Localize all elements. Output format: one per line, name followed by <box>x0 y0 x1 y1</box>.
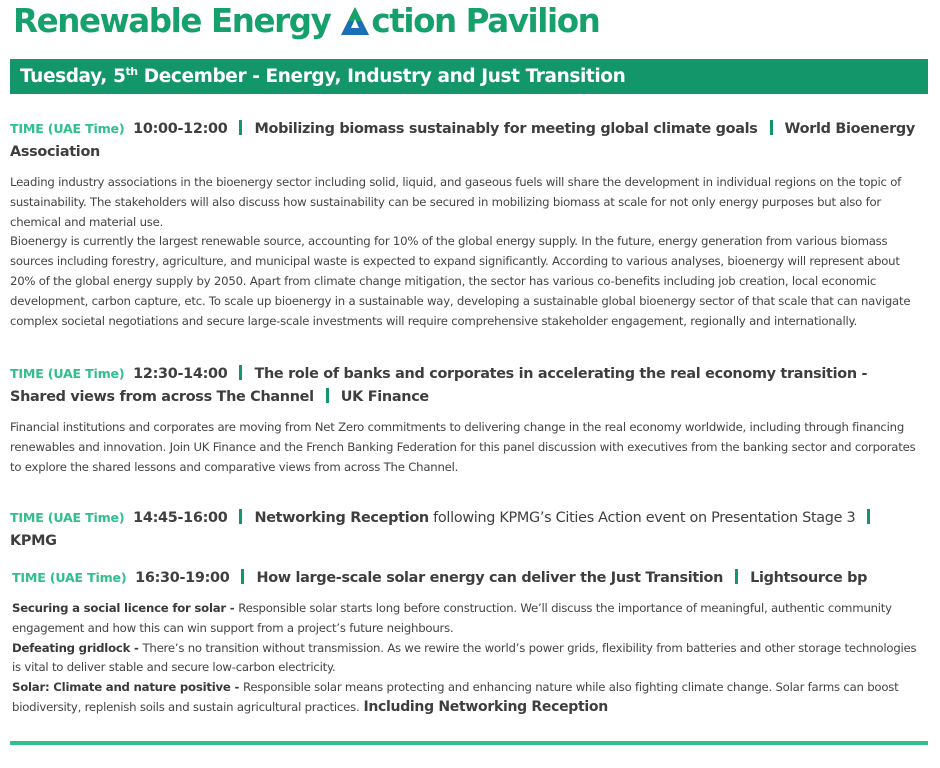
networking-reception-note: Including Networking Reception <box>363 698 608 715</box>
session-organizer: KPMG <box>10 533 57 549</box>
session-title-rest: following KPMG’s Cities Action event on Presentation Stage 3 <box>428 510 856 526</box>
session-2-description <box>10 418 922 477</box>
title-text-start: Renewable Energy <box>13 2 341 40</box>
divider-bar <box>239 365 242 380</box>
session-1-heading <box>10 117 922 164</box>
footer-divider <box>10 741 928 745</box>
session-organizer: World Bioenergy Association <box>10 121 915 160</box>
session-title-bold: Networking Reception <box>254 510 429 526</box>
banner-day-suffix: th <box>125 65 138 78</box>
description-item <box>12 678 924 718</box>
description-paragraph: Leading industry associations in the bioenergy sector including solid, liquid, and gaseous fuels will share the development in individual regions on the topic of sustainability. The stakeholders will also discuss how sustainability can be secured in mobilizing biomass at scale for not only energy purposes but also for chemical and material use. <box>10 175 902 229</box>
title-text-end: ction Pavilion <box>371 2 600 40</box>
session-organizer: Lightsource bp <box>750 570 868 586</box>
session-title: How large-scale solar energy can deliver the Just Transition <box>256 570 724 586</box>
session-4 <box>12 566 924 718</box>
pavilion-logo-a <box>340 6 370 36</box>
time-label: TIME (UAE Time) <box>10 510 125 525</box>
description-item <box>12 599 924 639</box>
item-lead: Solar: Climate and nature positive - <box>12 680 243 695</box>
session-time: 10:00-12:00 <box>133 121 228 137</box>
session-time: 12:30-14:00 <box>133 366 228 382</box>
session-time: 14:45-16:00 <box>133 510 228 526</box>
session-1 <box>10 117 922 331</box>
time-label: TIME (UAE Time) <box>12 570 127 585</box>
session-3 <box>10 506 922 553</box>
item-text: Responsible solar means protecting and enhancing nature while also fighting climate change. Solar farms can boost biodiversity, replenish soils and sustain agricultural practices. <box>12 680 899 714</box>
divider-bar <box>867 509 870 524</box>
divider-bar <box>239 509 242 524</box>
time-label: TIME (UAE Time) <box>10 121 125 136</box>
session-title: The role of banks and corporates in accelerating the real economy transition - Shared views from across The Channel <box>10 366 868 405</box>
item-text: Responsible solar starts long before construction. We’ll discuss the importance of meaningful, authentic community engagement and how this can win support from a project’s future neighbours. <box>12 601 892 635</box>
description-item <box>12 639 924 679</box>
divider-bar <box>770 120 773 135</box>
divider-bar <box>239 120 242 135</box>
day-banner <box>10 59 928 94</box>
time-label: TIME (UAE Time) <box>10 366 125 381</box>
session-title: Mobilizing biomass sustainably for meeting global climate goals <box>254 121 758 137</box>
description-paragraph: Financial institutions and corporates are moving from Net Zero commitments to delivering change in the real economy worldwide, including through financing renewables and innovation. Join UK Finance and the French Banking Federation for this panel discussion with executives from the banking sector and corporates to explore the shared lessons and comparative views from across The Channel. <box>10 420 916 474</box>
session-4-description <box>12 599 924 718</box>
banner-day: Tuesday, 5 <box>20 66 126 87</box>
logo-a-icon <box>340 6 370 36</box>
banner-theme: December - Energy, Industry and Just Transition <box>137 66 626 87</box>
session-time: 16:30-19:00 <box>135 570 230 586</box>
session-2-heading <box>10 362 922 409</box>
item-lead: Securing a social licence for solar - <box>12 601 239 615</box>
page-title <box>13 2 599 40</box>
divider-bar <box>735 569 738 584</box>
session-organizer: UK Finance <box>340 389 429 405</box>
session-3-heading <box>10 506 922 553</box>
divider-bar <box>241 569 244 584</box>
divider-bar <box>326 388 329 403</box>
item-text: There’s no transition without transmission. As we rewire the world’s power grids, flexibility from batteries and other storage technologies is vital to deliver stable and secure low-carbon electricity. <box>12 640 917 675</box>
session-2 <box>10 362 922 477</box>
item-lead: Defeating gridlock - <box>12 640 143 655</box>
session-4-heading <box>12 566 924 590</box>
description-paragraph: Bioenergy is currently the largest renewable source, accounting for 10% of the global energy supply. In the future, energy generation from various biomass sources including forestry, agriculture, and municipal waste is expected to expand significantly. According to various analyses, bioenergy will represent about 20% of the global energy supply by 2050. Apart from climate change mitigation, the sector has various co-benefits including job creation, local economic development, carbon capture, etc. To scale up bioenergy in a sustainable way, developing a sustainable global bioenergy sector of that scale that can navigate complex societal negotiations and secure large-scale investments will require comprehensive stakeholder engagement, regionally and internationally. <box>10 234 911 328</box>
session-1-description <box>10 173 922 331</box>
